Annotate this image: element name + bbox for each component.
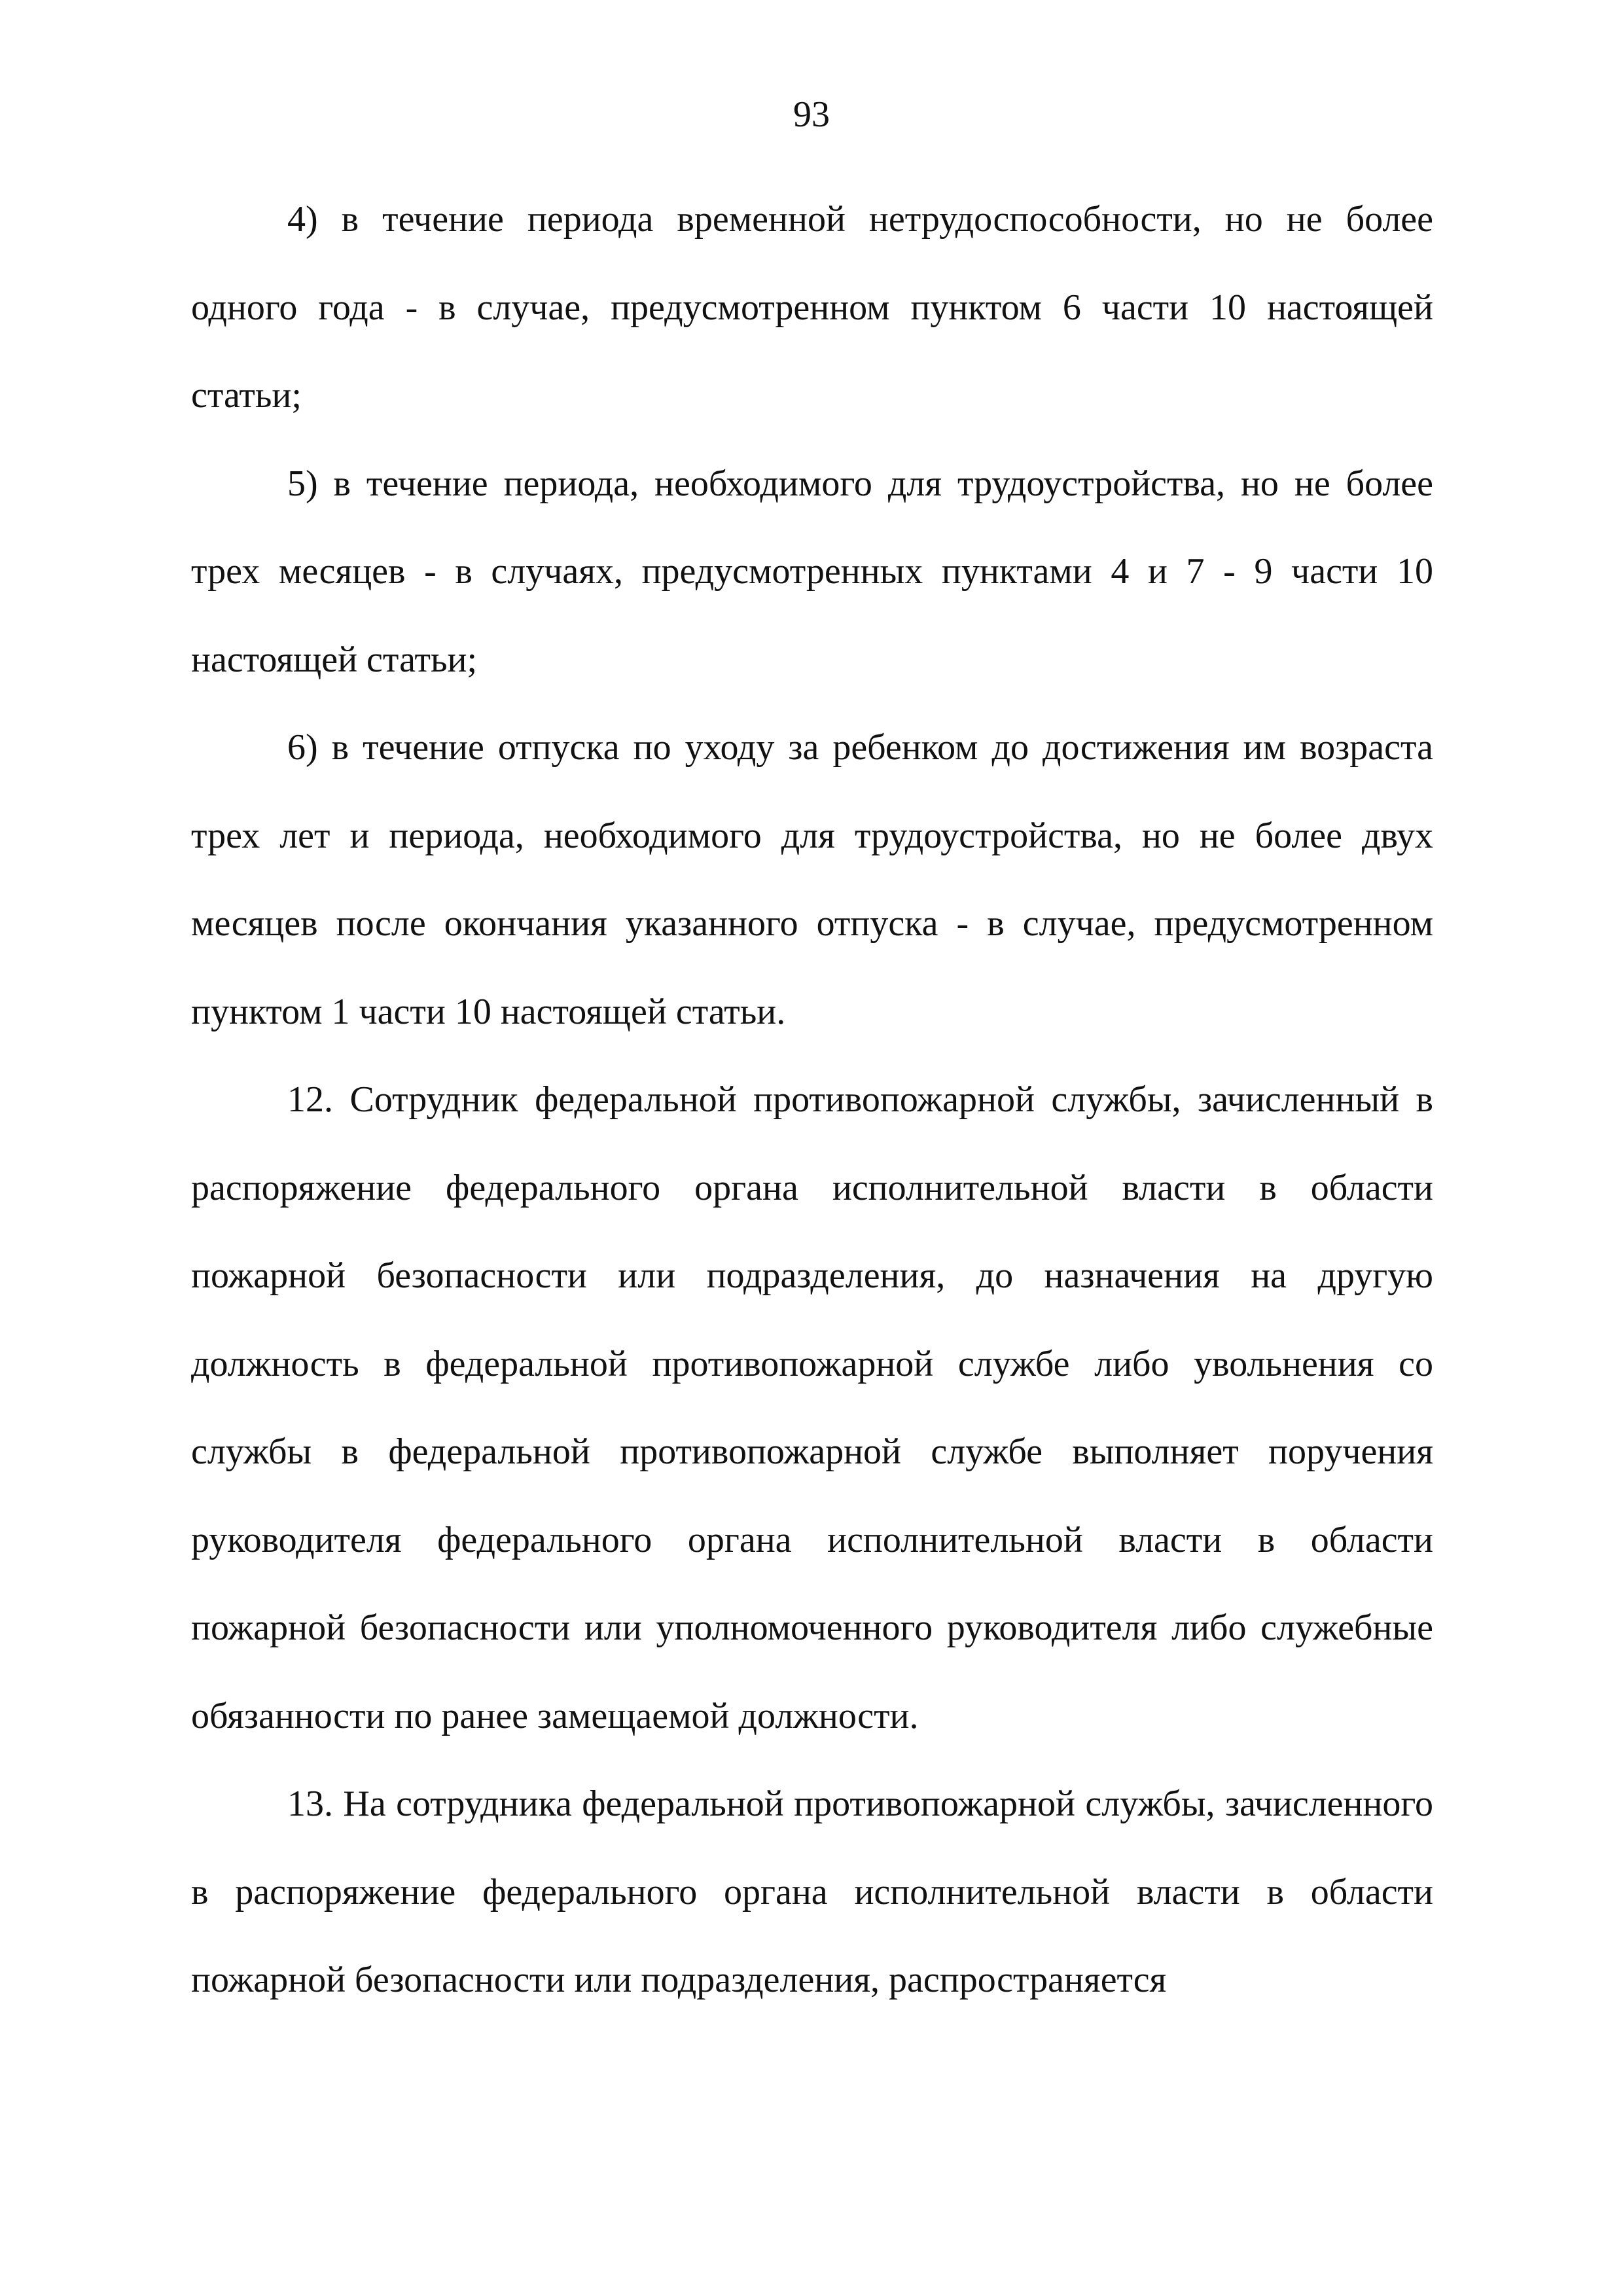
paragraph-item-6: 6) в течение отпуска по уходу за ребенком до достижения им возраста трех лет и периода, необходимого для трудоустройства, но не более двух месяцев после окончания указанного отпуска - в случае, предусмотренном пунктом 1 части 10 настоящей статьи. xyxy=(191,727,1433,1032)
paragraph-item-4: 4) в течение периода временной нетрудоспособности, но не более одного года - в случае, предусмотренном пунктом 6 части 10 настоящей статьи; xyxy=(191,199,1433,416)
page-number: 93 xyxy=(793,94,830,135)
paragraph-item-5: 5) в течение периода, необходимого для трудоустройства, но не более трех месяцев - в случаях, предусмотренных пунктами 4 и 7 - 9 части 10 настоящей статьи; xyxy=(191,463,1433,680)
paragraph-section-13: 13. На сотрудника федеральной противопожарной службы, зачисленного в распоряжение федерального органа исполнительной власти в области пожарной безопасности или подразделения, распространяется xyxy=(191,1784,1433,2000)
document-body xyxy=(191,175,1433,2024)
paragraph-section-12: 12. Сотрудник федеральной противопожарной службы, зачисленный в распоряжение федерального органа исполнительной власти в области пожарной безопасности или подразделения, до назначения на другую должность в федеральной противопожарной службе либо увольнения со службы в федеральной противопожарной службе выполняет поручения руководителя федерального органа исполнительной власти в области пожарной безопасности или уполномоченного руководителя либо служебные обязанности по ранее замещаемой должности. xyxy=(191,1079,1433,1736)
